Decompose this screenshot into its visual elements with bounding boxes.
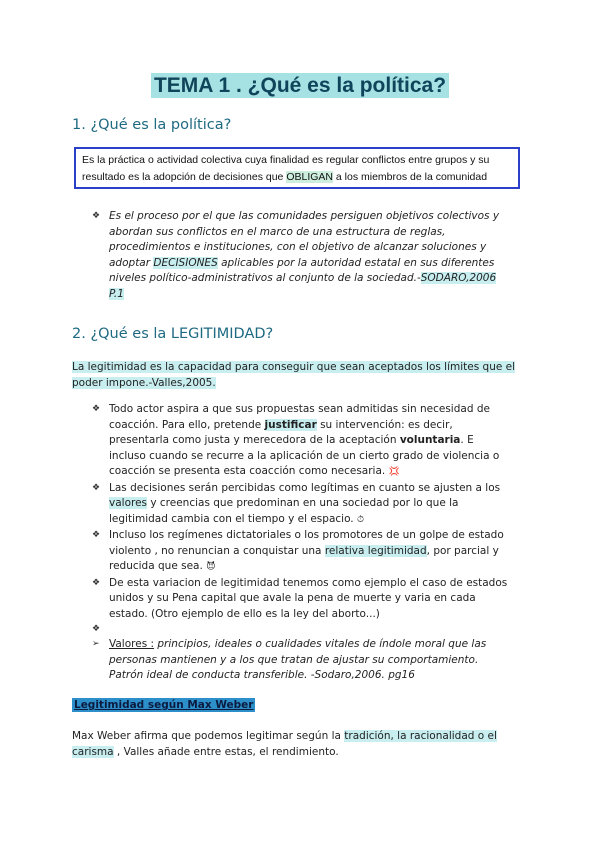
diamond-bullet-icon: ❖: [92, 482, 101, 493]
section-2-heading: 2. ¿Qué es la LEGITIMIDAD?: [72, 326, 274, 342]
diamond-bullet-icon: ❖: [92, 404, 101, 414]
empty-list-item: [92, 622, 512, 637]
section-1-heading: 1. ¿Qué es la política?: [72, 117, 232, 133]
citation: SODARO,2006 P.1: [109, 272, 497, 300]
page-title: TEMA 1 . ¿Qué es la política?: [0, 74, 600, 98]
valores-definition: ➢ Valores : principios, ideales o cualidades vitales de índole moral que las personas mantienen y a los que tratan de ajustar su comportamiento. Patrón ideal de conducta transferible. -Sodaro,2006. pg16: [92, 638, 487, 681]
definition-box: Es la práctica o actividad colectiva cuya finalidad es regular conflictos entre grupos y su resultado es la adopción de decisiones que OBLIGAN a los miembros de la comunidad: [74, 147, 520, 189]
weber-highlight: tradición, la racionalidad o el carisma: [72, 730, 497, 758]
weber-paragraph: Max Weber afirma que podemos legitimar según la tradición, la racionalidad o el carisma , Valles añade entre estas, el rendimiento.: [72, 730, 497, 758]
list-item: ❖ Las decisiones serán percibidas como legítimas en cuanto se ajusten a los valores y creencias que predominan en una sociedad por lo que la legitimidad cambia con el tiempo y el espacio. ⏱: [92, 481, 512, 529]
devil-face-icon: 😈: [206, 562, 216, 572]
list-item: ❖ Incluso los regímenes dictatoriales o los promotores de un golpe de estado violento , no renuncian a conquistar una relativa legitimidad, por parcial y reducida que sea. 😈: [92, 528, 512, 576]
politics-bullet: [92, 209, 512, 302]
diamond-bullet-icon: ❖: [92, 624, 101, 634]
anger-symbol-icon: 💢: [388, 467, 400, 477]
legitimacy-bullets: [92, 402, 512, 684]
weber-heading: Legitimidad según Max Weber: [74, 699, 254, 711]
arrow-bullet-icon: ➢: [92, 639, 100, 649]
decisiones-highlight: DECISIONES: [153, 256, 218, 269]
list-item: ❖ De esta variacion de legitimidad tenemos como ejemplo el caso de estados unidos y su Pena capital que avale la pena de muerte y varia en cada estado. (Otro ejemplo de ello es la ley del aborto...): [92, 576, 508, 620]
list-item: ❖ Es el proceso por el que las comunidades persiguen objetivos colectivos y abordan sus conflictos en el marco de una estructura de reglas, procedimientos e instituciones, con el objetivo de alcanzar soluciones y adoptar DECISIONES aplicables por la autoridad estatal en sus diferentes niveles político-administrativos al conjunto de la sociedad.-SODARO,2006 P.1: [92, 210, 500, 300]
diamond-bullet-icon: ❖: [92, 530, 101, 540]
legitimacy-definition: La legitimidad es la capacidad para conseguir que sean aceptados los límites que el poder impone.-Valles,2005.: [72, 361, 516, 389]
diamond-bullet-icon: ❖: [92, 211, 101, 221]
stopwatch-icon: ⏱: [357, 514, 365, 525]
diamond-bullet-icon: ❖: [92, 577, 101, 588]
list-item: ❖ Todo actor aspira a que sus propuestas sean admitidas sin necesidad de coacción. Para ello, pretende justificar su intervención: es decir, presentarla como justa y merecedora de la aceptación voluntaria. E incluso cuando se recurre a la aplicación de un cierto grado de violencia o coacción se presenta esta coacción como necesaria. 💢: [92, 402, 512, 481]
valores-term: Valores :: [109, 638, 155, 650]
obligan-highlight: OBLIGAN: [286, 171, 333, 183]
